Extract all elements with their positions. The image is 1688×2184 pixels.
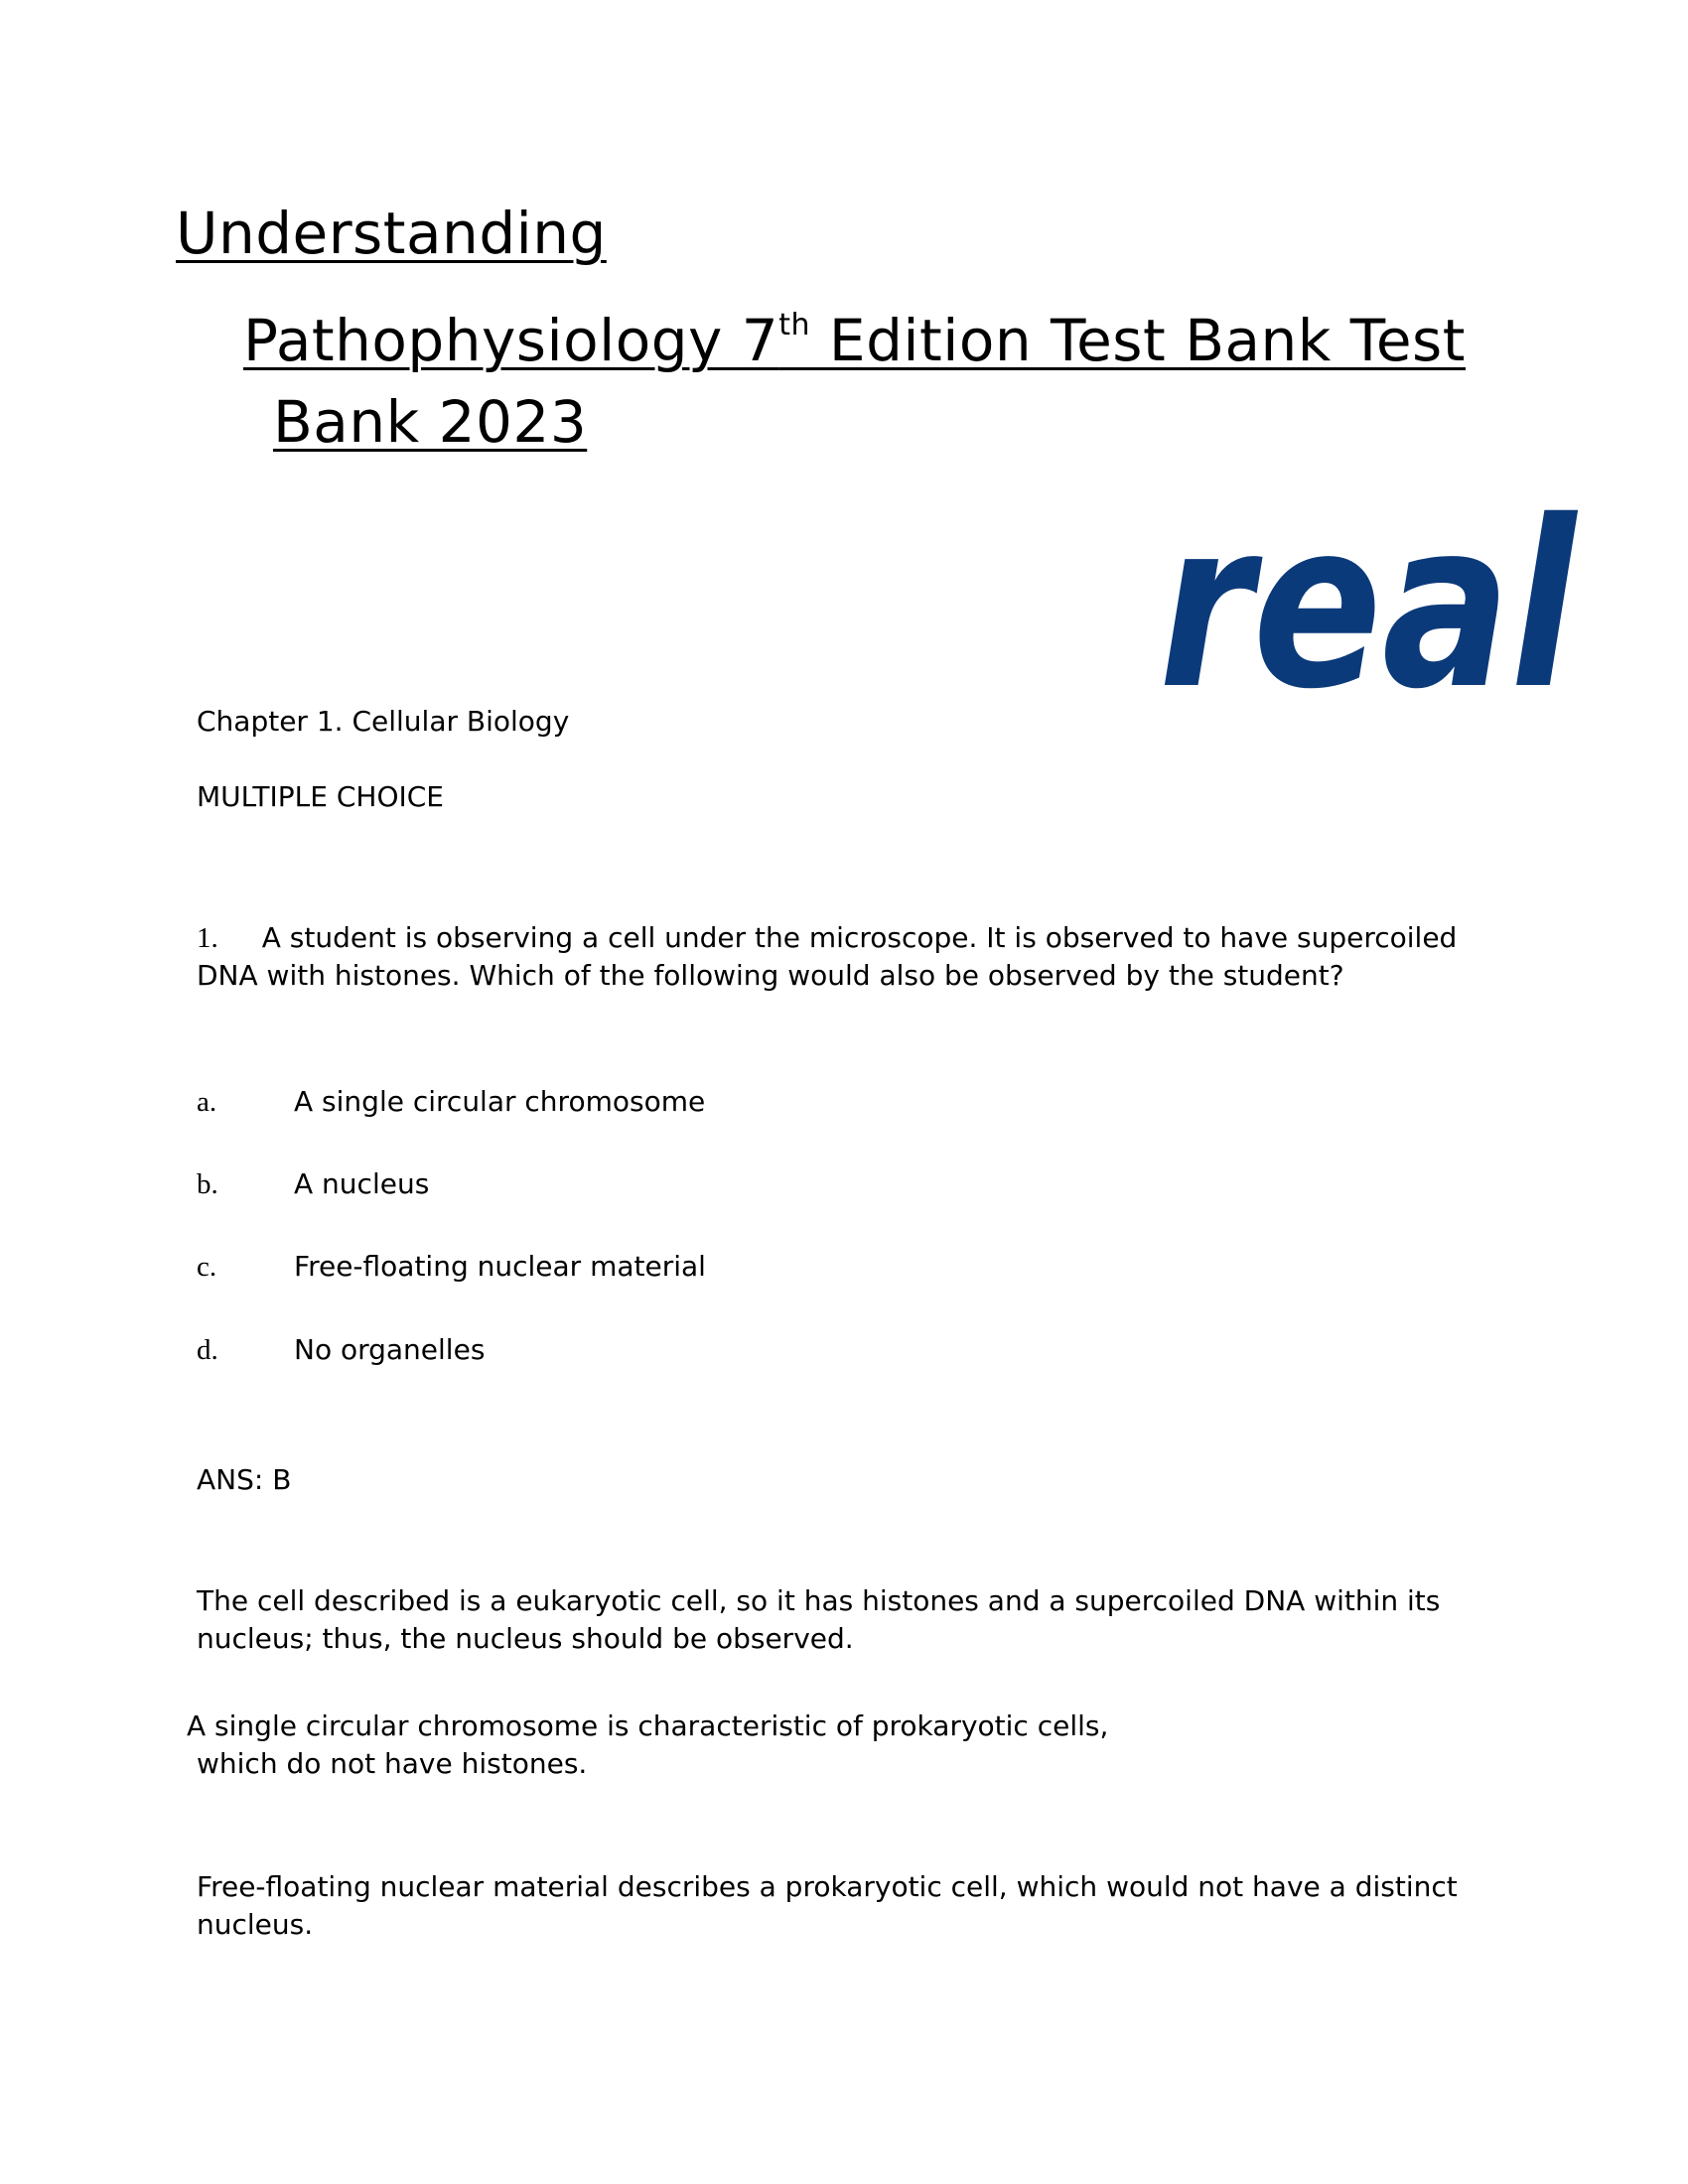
- option-text: A single circular chromosome: [294, 1085, 706, 1118]
- option-letter: b.: [197, 1168, 218, 1200]
- question-line-1: [197, 919, 1457, 957]
- option-letter: c.: [197, 1251, 217, 1283]
- real-logo: [1157, 472, 1584, 740]
- question-stem-1: A student is observing a cell under the microscope. It is observed to have supercoiled: [261, 921, 1458, 954]
- option-letter: a.: [197, 1086, 217, 1118]
- option-text: No organelles: [294, 1333, 486, 1366]
- title-line-2: [243, 306, 1466, 375]
- question-number: 1.: [197, 922, 218, 954]
- chapter-heading: Chapter 1. Cellular Biology: [197, 705, 570, 738]
- option-text: A nucleus: [294, 1167, 430, 1200]
- rationale-p3-line-2: nucleus.: [197, 1908, 314, 1941]
- logo-wordmark: real: [1159, 472, 1579, 740]
- answer-key: ANS: B: [197, 1463, 292, 1496]
- title-superscript: th: [778, 308, 810, 342]
- title-line-2-end: Edition Test Bank Test: [809, 307, 1467, 374]
- section-heading: MULTIPLE CHOICE: [197, 780, 444, 813]
- rationale-p2-line-2: which do not have histones.: [197, 1747, 588, 1780]
- question-line-2: DNA with histones. Which of the following would also be observed by the student?: [197, 959, 1344, 992]
- option-text: Free-floating nuclear material: [294, 1250, 706, 1283]
- rationale-p1-line-1: The cell described is a eukaryotic cell, so it has histones and a supercoiled DNA within its: [197, 1584, 1441, 1617]
- rationale-p1-line-2: nucleus; thus, the nucleus should be observed.: [197, 1622, 854, 1655]
- rationale-p2-line-1: A single circular chromosome is characteristic of prokaryotic cells,: [187, 1709, 1109, 1742]
- title-line-1: Understanding: [176, 200, 607, 267]
- rationale-p3-line-1: Free-floating nuclear material describes a prokaryotic cell, which would not have a distinct: [197, 1870, 1458, 1903]
- title-line-2-start: Pathophysiology 7: [243, 307, 779, 374]
- option-letter: d.: [197, 1334, 218, 1366]
- title-line-3: Bank 2023: [273, 388, 588, 456]
